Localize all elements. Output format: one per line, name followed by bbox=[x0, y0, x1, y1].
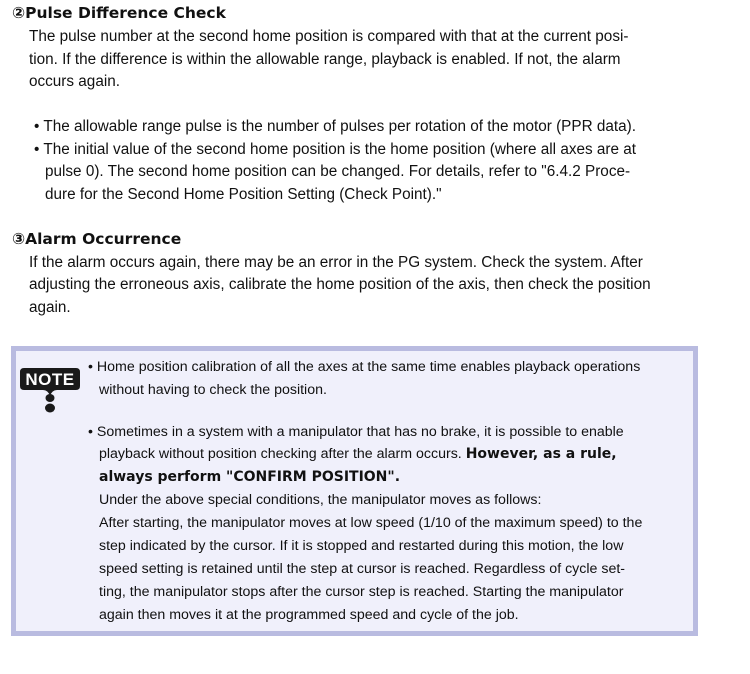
note-line: speed setting is retained until the step at cursor is reached. Regardless of cycle set- bbox=[99, 561, 625, 577]
note-line: step indicated by the cursor. If it is stopped and restarted during this motion, the low bbox=[99, 538, 624, 554]
section-number-3: ③ bbox=[12, 230, 26, 248]
bullet-item-initial-value bbox=[34, 140, 636, 160]
note-line-warning bbox=[99, 444, 617, 464]
note-bullet-item-no-brake bbox=[88, 422, 624, 442]
note-line: ting, the manipulator stops after the cursor step is reached. Starting the manipulator bbox=[99, 584, 624, 600]
bullet-dot: • bbox=[88, 424, 93, 440]
note-icon-label: NOTE bbox=[25, 370, 75, 389]
note-line: without having to check the position. bbox=[99, 382, 327, 398]
paragraph-line: tion. If the difference is within the allowable range, playback is enabled. If not, the alarm bbox=[29, 51, 621, 68]
note-bullet-item-calibration bbox=[88, 357, 640, 377]
bullet-item-allowable-range bbox=[34, 117, 636, 137]
bullet-text: The initial value of the second home position is the home position (where all axes are at bbox=[43, 141, 637, 158]
note-line: Under the above special conditions, the manipulator moves as follows: bbox=[99, 492, 542, 508]
note-line: again then moves it at the programmed speed and cycle of the job. bbox=[99, 607, 519, 623]
section-heading-pulse-difference-check bbox=[12, 3, 226, 23]
section-title: Alarm Occurrence bbox=[25, 230, 182, 248]
paragraph-line: adjusting the erroneous axis, calibrate the home position of the axis, then check the position bbox=[29, 276, 651, 293]
paragraph-line: again. bbox=[29, 299, 71, 316]
note-text: playback without position checking after the alarm occurs. bbox=[99, 446, 466, 462]
section-title: Pulse Difference Check bbox=[25, 4, 226, 22]
bullet-dot: • bbox=[88, 359, 93, 375]
note-warning-bold-line: always perform "CONFIRM POSITION". bbox=[99, 469, 401, 485]
bullet-dot: • bbox=[34, 141, 40, 158]
bullet-text: Home position calibration of all the axes at the same time enables playback operations bbox=[96, 359, 641, 375]
bullet-continuation-line: dure for the Second Home Position Setting (Check Point)." bbox=[45, 186, 442, 203]
note-warning-bold: However, as a rule, bbox=[465, 446, 617, 462]
section-heading-alarm-occurrence bbox=[12, 229, 181, 249]
paragraph-line: The pulse number at the second home position is compared with that at the current posi- bbox=[29, 28, 629, 45]
paragraph-line: occurs again. bbox=[29, 73, 120, 90]
bullet-text: The allowable range pulse is the number of pulses per rotation of the motor (PPR data). bbox=[43, 118, 636, 135]
bullet-dot: • bbox=[34, 118, 40, 135]
bullet-text: Sometimes in a system with a manipulator that has no brake, it is possible to enable bbox=[96, 424, 624, 440]
section-number-2: ② bbox=[12, 4, 26, 22]
note-line: After starting, the manipulator moves at low speed (1/10 of the maximum speed) to the bbox=[99, 515, 643, 531]
paragraph-line: If the alarm occurs again, there may be an error in the PG system. Check the system. After bbox=[29, 254, 643, 271]
bullet-continuation-line: pulse 0). The second home position can be changed. For details, refer to "6.4.2 Proce- bbox=[45, 163, 631, 180]
